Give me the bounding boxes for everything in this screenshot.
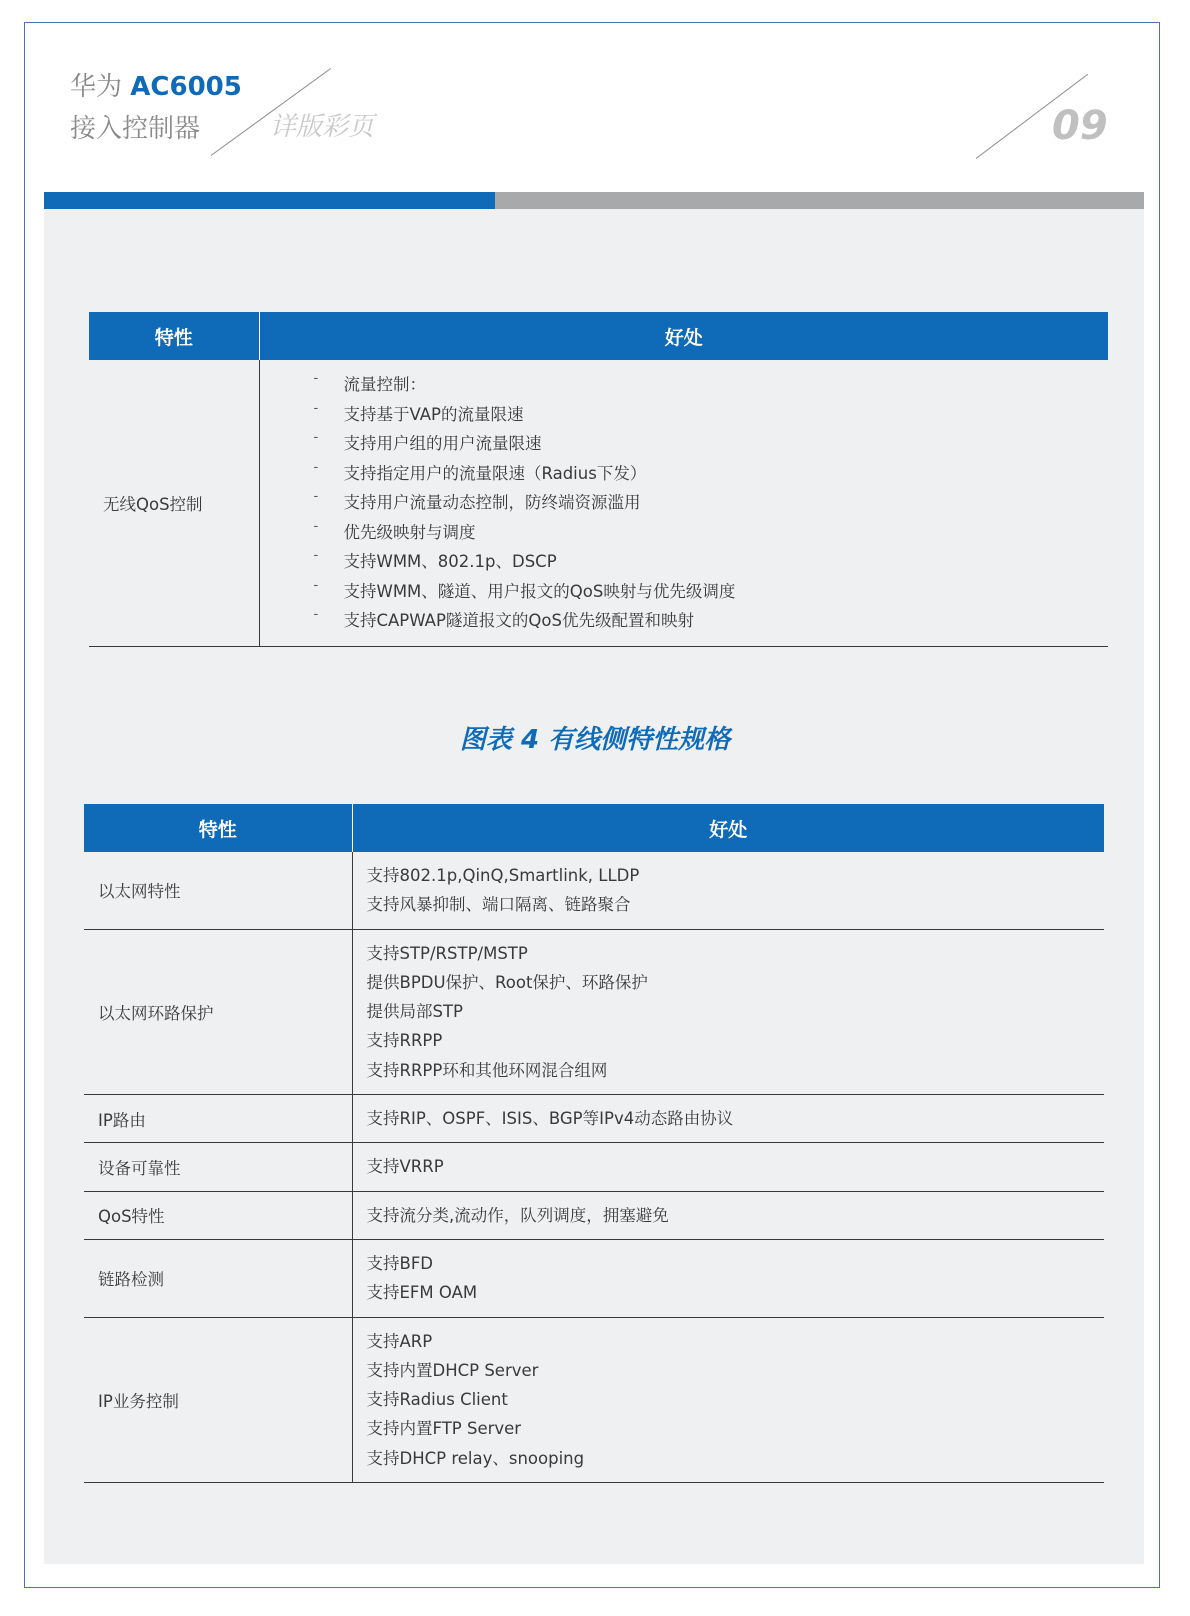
feature-cell: 以太网特性: [84, 852, 352, 929]
list-item: - 支持用户流量动态控制，防终端资源滥用: [314, 488, 1108, 518]
benefit-line: 支持ARP: [366, 1331, 433, 1351]
benefit-line: 支持EFM OAM: [366, 1283, 478, 1303]
benefit-line: 提供局部STP: [366, 1002, 464, 1022]
feature-cell: QoS特性: [84, 1191, 352, 1239]
header-bar-blue: [44, 192, 495, 209]
header-subtitle: 接入控制器: [70, 114, 201, 144]
benefit-line: 支持流分类,流动作，队列调度，拥塞避免: [366, 1205, 669, 1225]
table-row: [84, 1143, 1104, 1191]
table-row: [84, 1191, 1104, 1239]
table-row: [84, 852, 1104, 929]
list-item: - 支持基于VAP的流量限速: [314, 400, 1108, 430]
wireless-qos-table: [89, 312, 1108, 647]
brand-name: 华为: [70, 72, 123, 102]
header-feature: 特性: [89, 312, 259, 360]
figure-title: 图表 4 有线侧特性规格: [459, 725, 731, 755]
header-benefit: 好处: [352, 804, 1104, 852]
benefit-line: 支持STP/RSTP/MSTP: [366, 943, 528, 963]
benefit-cell: [352, 852, 1104, 929]
header-tag: 详版彩页: [270, 112, 375, 142]
list-item: - 支持CAPWAP隧道报文的QoS优先级配置和映射: [314, 606, 1108, 636]
benefit-line: 支持BFD: [366, 1253, 434, 1273]
benefit-line: 支持RRPP: [366, 1031, 443, 1051]
list-item: - 支持指定用户的流量限速（Radius下发）: [314, 459, 1108, 489]
benefit-cell: [352, 1095, 1104, 1143]
list-item: - 支持WMM、802.1p、DSCP: [314, 547, 1108, 577]
table-row: [84, 1317, 1104, 1482]
benefit-line: 支持VRRP: [366, 1157, 444, 1177]
benefit-line: 支持RRPP环和其他环网混合组网: [366, 1060, 608, 1080]
list-item: - 优先级映射与调度: [314, 518, 1108, 548]
benefit-cell: [352, 1239, 1104, 1317]
table-row: [84, 1095, 1104, 1143]
page-number: 09: [1052, 103, 1108, 149]
benefit-cell: [352, 1143, 1104, 1191]
table-header-row: [89, 312, 1108, 360]
table-row: [89, 360, 1108, 646]
benefit-cell: [352, 929, 1104, 1094]
table-row: [84, 929, 1104, 1094]
table-header-row: [84, 804, 1104, 852]
benefit-line: 支持内置DHCP Server: [366, 1360, 539, 1380]
benefit-cell: [259, 360, 1108, 646]
wired-spec-table: [84, 804, 1104, 1483]
benefit-list: [274, 370, 1108, 636]
benefit-line: 支持Radius Client: [366, 1390, 508, 1410]
feature-cell: IP业务控制: [84, 1317, 352, 1482]
header-brand: [70, 72, 242, 102]
benefit-line: 支持802.1p,QinQ,Smartlink, LLDP: [366, 866, 640, 885]
header-benefit: 好处: [259, 312, 1108, 360]
feature-cell: 以太网环路保护: [84, 929, 352, 1094]
benefit-line: 支持风暴抑制、端口隔离、链路聚合: [366, 895, 631, 915]
feature-cell: 设备可靠性: [84, 1143, 352, 1191]
feature-cell: IP路由: [84, 1095, 352, 1143]
benefit-line: 支持DHCP relay、snooping: [366, 1448, 585, 1468]
list-item: - 流量控制：: [314, 370, 1108, 400]
benefit-line: 支持RIP、OSPF、ISIS、BGP等IPv4动态路由协议: [366, 1109, 734, 1129]
benefit-line: 支持内置FTP Server: [366, 1419, 522, 1439]
table-row: [84, 1239, 1104, 1317]
model-name: AC6005: [130, 72, 242, 102]
benefit-line: 提供BPDU保护、Root保护、环路保护: [366, 972, 648, 992]
header-bar-gray: [495, 192, 1144, 209]
list-item: - 支持WMM、隧道、用户报文的QoS映射与优先级调度: [314, 577, 1108, 607]
benefit-cell: [352, 1317, 1104, 1482]
benefit-cell: [352, 1191, 1104, 1239]
list-item: - 支持用户组的用户流量限速: [314, 429, 1108, 459]
feature-cell: 链路检测: [84, 1239, 352, 1317]
feature-cell: 无线QoS控制: [89, 360, 259, 646]
header-feature: 特性: [84, 804, 352, 852]
